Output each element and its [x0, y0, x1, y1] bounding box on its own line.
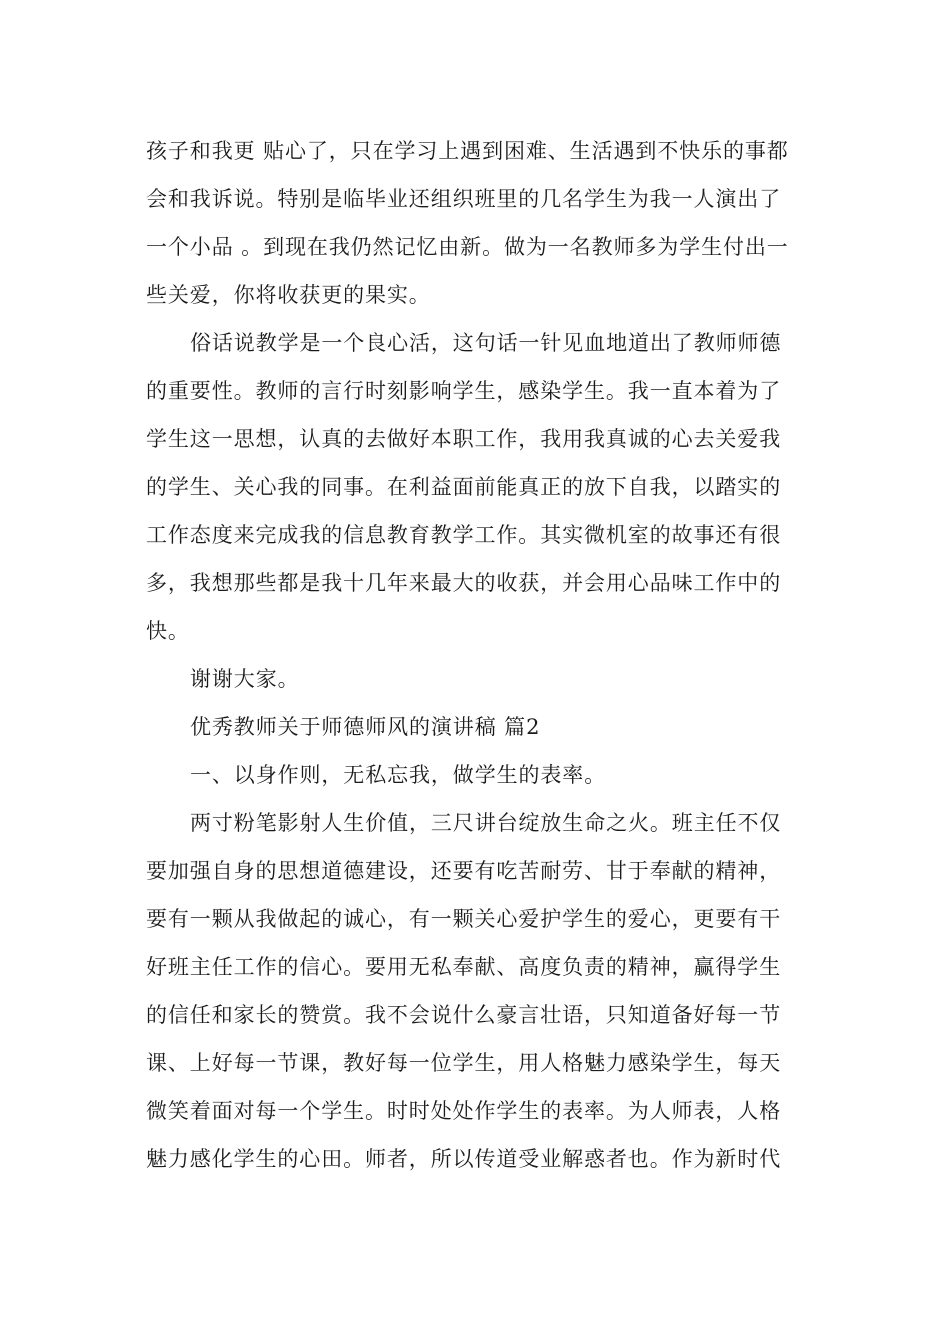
- section-heading: 一、以身作则，无私忘我，做学生的表率。: [190, 763, 607, 787]
- paragraph-line: 会和我诉说。特别是临毕业还组织班里的几名学生为我一人演出了: [146, 187, 782, 211]
- paragraph-line: 俗话说教学是一个良心活，这句话一针见血地道出了教师师德: [190, 331, 782, 355]
- paragraph-line: 孩子和我更 贴心了，只在学习上遇到困难、生活遇到不快乐的事都: [146, 139, 789, 163]
- paragraph-line: 好班主任工作的信心。要用无私奉献、高度负责的精神，赢得学生: [146, 955, 782, 979]
- section-title: 优秀教师关于师德师风的演讲稿 篇2: [190, 715, 541, 739]
- paragraph-line: 快。: [146, 619, 190, 643]
- paragraph-line: 课、上好每一节课，教好每一位学生，用人格魅力感染学生，每天: [146, 1051, 782, 1075]
- paragraph-line: 的信任和家长的赞赏。我不会说什么豪言壮语，只知道备好每一节: [146, 1003, 782, 1027]
- paragraph-line: 多，我想那些都是我十几年来最大的收获，并会用心品味工作中的: [146, 571, 782, 595]
- paragraph-line: 两寸粉笔影射人生价值，三尺讲台绽放生命之火。班主任不仅: [190, 811, 782, 835]
- paragraph-line: 的学生、关心我的同事。在利益面前能真正的放下自我，以踏实的: [146, 475, 782, 499]
- paragraph-line: 一个小品 。到现在我仍然记忆由新。做为一名教师多为学生付出一: [146, 235, 789, 259]
- paragraph-line: 魅力感化学生的心田。师者，所以传道受业解惑者也。作为新时代: [146, 1147, 782, 1171]
- paragraph-line: 要有一颗从我做起的诚心，有一颗关心爱护学生的爱心，更要有干: [146, 907, 782, 931]
- paragraph-line: 工作态度来完成我的信息教育教学工作。其实微机室的故事还有很: [146, 523, 782, 547]
- paragraph-line: 微笑着面对每一个学生。时时处处作学生的表率。为人师表，人格: [146, 1099, 782, 1123]
- paragraph-line: 的重要性。教师的言行时刻影响学生，感染学生。我一直本着为了: [146, 379, 782, 403]
- paragraph-line: 要加强自身的思想道德建设，还要有吃苦耐劳、甘于奉献的精神，: [146, 859, 782, 883]
- thanks-line: 谢谢大家。: [190, 667, 300, 691]
- paragraph-line: 些关爱，你将收获更的果实。: [146, 283, 431, 307]
- document-body: [146, 127, 808, 1183]
- paragraph-line: 学生这一思想，认真的去做好本职工作，我用我真诚的心去关爱我: [146, 427, 782, 451]
